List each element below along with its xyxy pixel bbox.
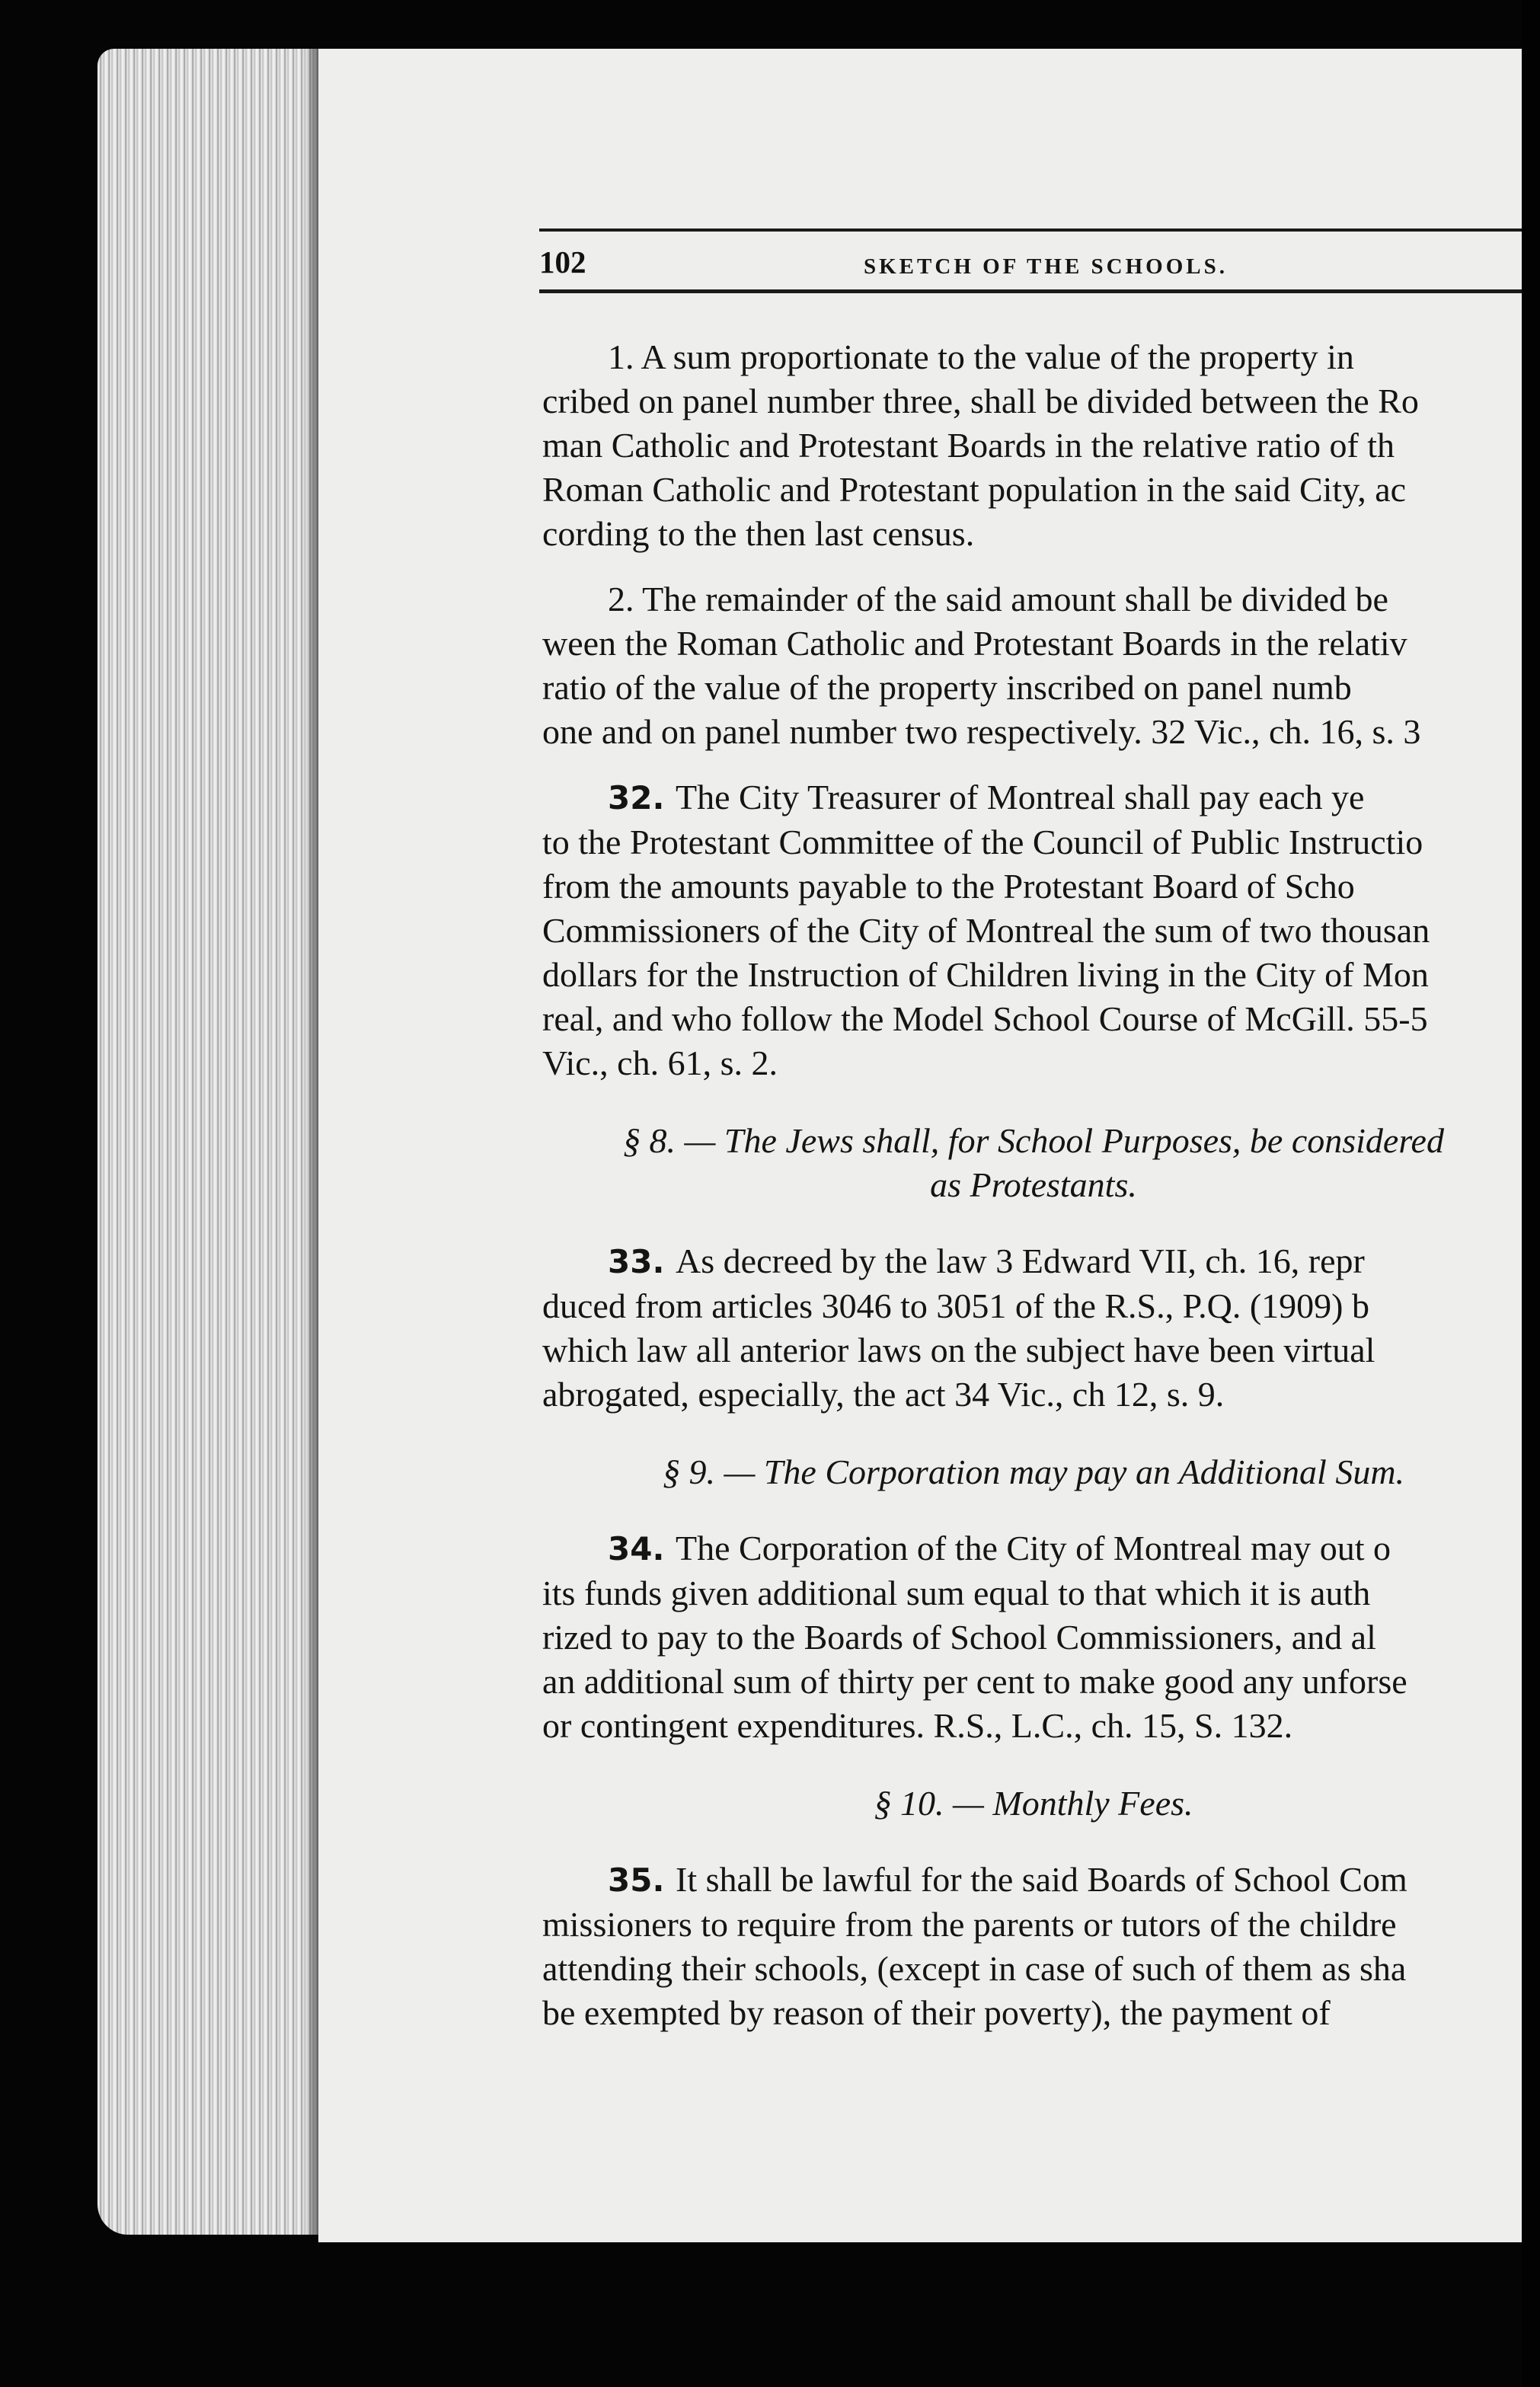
text-line-content: dollars for the Instruction of Children living in the City of Mon [542,955,1429,994]
section-heading-line: § 9. — The Corporation may pay an Additional Sum. [662,1452,1405,1491]
article-paragraph [542,1239,1525,1417]
text-line [542,468,1525,512]
text-line-content: Roman Catholic and Protestant population in the said City, ac [542,470,1407,509]
text-line [542,1704,1525,1748]
article-number: 34. [608,1530,676,1567]
text-line-content: Vic., ch. 61, s. 2. [542,1043,778,1082]
text-line [542,864,1525,909]
text-line [542,1991,1525,2035]
running-title: SKETCH OF THE SCHOOLS. [864,254,1228,279]
header-rule-bottom [539,289,1522,293]
text-line [542,997,1525,1041]
section-heading-line: § 8. — The Jews shall, for School Purposes, be considered [623,1121,1444,1160]
text-line [542,423,1525,468]
article-paragraph [542,1526,1525,1748]
text-line [542,1284,1525,1328]
text-line [542,577,1525,622]
text-line-content: or contingent expenditures. R.S., L.C., ch. 15, S. 132. [542,1706,1293,1745]
text-line [542,909,1525,953]
text-line-content: one and on panel number two respectively. 32 Vic., ch. 16, s. 3 [542,712,1421,751]
text-line [542,666,1525,710]
text-line-content: to the Protestant Committee of the Council of Public Instructio [542,823,1423,861]
section-heading-line: as Protestants. [930,1165,1137,1204]
text-line [542,379,1525,423]
page-body [542,335,1525,2056]
text-line [542,1947,1525,1991]
article-number: 32. [608,779,676,816]
text-line-content: The City Treasurer of Montreal shall pay each ye [676,778,1365,816]
text-line [542,953,1525,997]
text-line-content: rized to pay to the Boards of School Commissioners, and al [542,1618,1376,1657]
text-line-content: 1. A sum proportionate to the value of the property in [608,337,1354,376]
text-line-content: real, and who follow the Model School Course of McGill. 55-5 [542,999,1428,1038]
article-number: 33. [608,1243,676,1280]
text-line [542,1903,1525,1947]
paragraph [542,335,1525,556]
text-line-content: cribed on panel number three, shall be divided between the Ro [542,382,1419,420]
text-line [542,1615,1525,1660]
section-heading [542,1781,1525,1826]
article-number: 35. [608,1861,676,1899]
text-line [542,1858,1525,1903]
text-line-content: missioners to require from the parents or tutors of the childre [542,1905,1397,1944]
text-line-content: its funds given additional sum equal to that which it is auth [542,1574,1371,1612]
text-line-content: 2. The remainder of the said amount shall be divided be [608,580,1388,618]
text-line-content: cording to the then last census. [542,514,975,553]
text-line-content: ratio of the value of the property inscribed on panel numb [542,668,1352,707]
section-heading-line: § 10. — Monthly Fees. [874,1784,1193,1823]
text-line [542,622,1525,666]
text-line [542,1041,1525,1085]
text-line [542,710,1525,754]
text-line [542,335,1525,379]
text-line [542,512,1525,556]
text-line [542,775,1525,820]
header-rule-top [539,228,1522,232]
page-number: 102 [539,244,586,280]
text-line-content: be exempted by reason of their poverty), the payment of [542,1993,1331,2032]
section-heading [542,1119,1525,1207]
text-line-content: Commissioners of the City of Montreal the sum of two thousan [542,911,1430,950]
scan-border [1522,0,1540,2387]
text-line [542,820,1525,864]
text-line-content: abrogated, especially, the act 34 Vic., ch 12, s. 9. [542,1375,1225,1414]
text-line [542,1239,1525,1284]
text-line-content: which law all anterior laws on the subject have been virtual [542,1331,1375,1369]
text-line [542,1526,1525,1571]
text-line-content: an additional sum of thirty per cent to make good any unforse [542,1662,1407,1701]
text-line-content: It shall be lawful for the said Boards of School Com [676,1860,1407,1899]
text-line-content: The Corporation of the City of Montreal may out o [676,1529,1391,1567]
text-line-content: man Catholic and Protestant Boards in the relative ratio of th [542,426,1395,465]
text-line [542,1328,1525,1372]
article-paragraph [542,775,1525,1085]
text-line [542,1571,1525,1615]
text-line-content: from the amounts payable to the Protestant Board of Scho [542,867,1355,906]
paragraph [542,577,1525,754]
text-line-content: attending their schools, (except in case of such of them as sha [542,1949,1407,1988]
text-line-content: duced from articles 3046 to 3051 of the R.S., P.Q. (1909) b [542,1286,1369,1325]
section-heading [542,1450,1525,1494]
text-line [542,1372,1525,1417]
text-line [542,1660,1525,1704]
article-paragraph [542,1858,1525,2035]
text-line-content: ween the Roman Catholic and Protestant Boards in the relativ [542,624,1407,663]
text-line-content: As decreed by the law 3 Edward VII, ch. 16, repr [676,1241,1365,1280]
